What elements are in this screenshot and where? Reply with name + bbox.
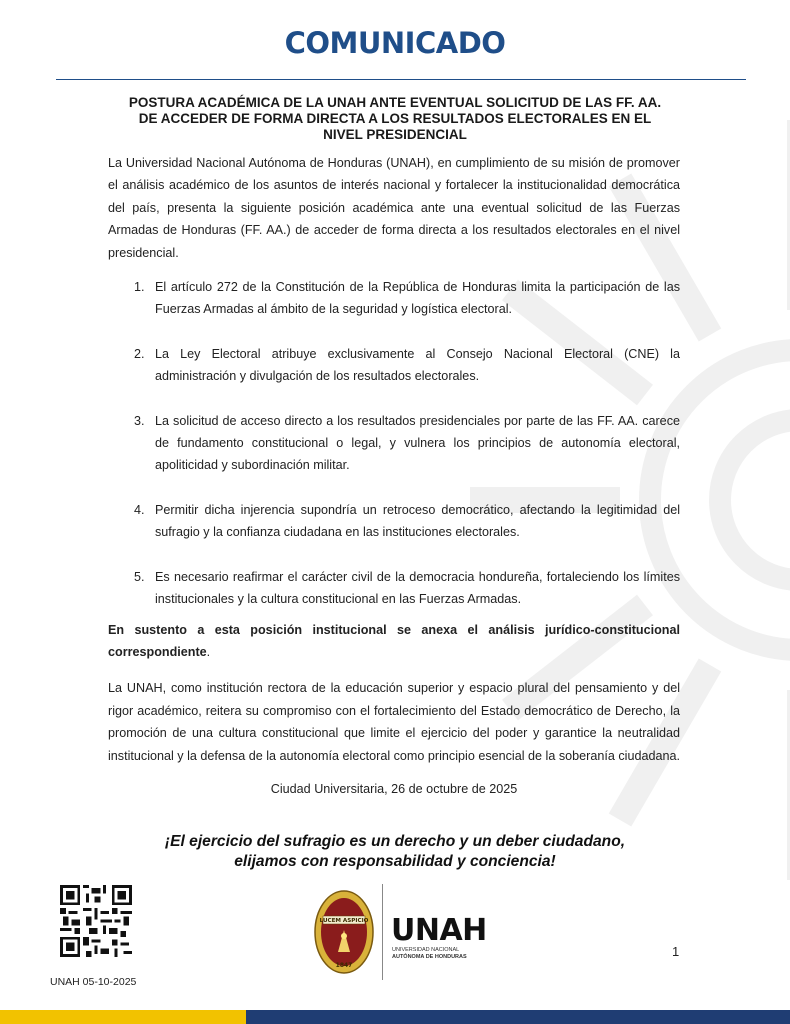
page-number: 1 — [672, 944, 680, 959]
list-item-text: La solicitud de acceso directo a los resultados presidenciales por parte de las FF. AA. carece de fundamento constitucional o legal, y vulnera los principios de autonomía electoral, apoliticidad y subordinación militar. — [155, 413, 680, 473]
slogan-line: elijamos con responsabilidad y conciencia! — [234, 853, 556, 870]
heading-line: POSTURA ACADÉMICA DE LA UNAH ANTE EVENTUAL SOLICITUD DE LAS FF. AA. — [128, 95, 662, 110]
heading-line: DE ACCEDER DE FORMA DIRECTA A LOS RESULTADOS ELECTORALES EN EL — [138, 111, 652, 126]
reference-code: UNAH 05-10-2025 — [50, 976, 137, 988]
slogan-line: ¡El ejercicio del sufragio es un derecho y un deber ciudadano, — [164, 833, 626, 850]
list-item-text: Permitir dicha injerencia supondría un retroceso democrático, afectando la legitimidad del sufragio y la confianza ciudadana en las instituciones electorales. — [155, 502, 680, 540]
unah-logo-subtitle: AUTÓNOMA DE HONDURAS — [392, 954, 467, 960]
footer-bar-yellow — [0, 1010, 246, 1024]
list-item-text: La Ley Electoral atribuye exclusivamente al Consejo Nacional Electoral (CNE) la administración y divulgación de los resultados electorales. — [155, 346, 680, 384]
list-item-number: 5. — [134, 569, 145, 584]
support-statement-text: En sustento a esta posición institucional se anexa el análisis jurídico-constitucional correspondiente — [108, 622, 680, 659]
slogan — [100, 832, 690, 872]
list-item-number: 2. — [134, 346, 145, 361]
page-title: COMUNICADO — [284, 26, 506, 60]
list-item — [108, 343, 680, 388]
date-line: Ciudad Universitaria, 26 de octubre de 2025 — [270, 781, 518, 796]
unah-seal-icon — [314, 890, 374, 974]
list-item — [108, 276, 680, 321]
support-statement — [108, 619, 680, 664]
list-item — [108, 566, 680, 611]
document-body — [108, 152, 680, 799]
list-item — [108, 499, 680, 544]
support-statement-period: . — [206, 644, 211, 659]
heading-line: NIVEL PRESIDENCIAL — [323, 127, 467, 142]
list-item-number: 1. — [134, 280, 145, 295]
header-divider — [56, 79, 746, 80]
document-heading — [100, 95, 690, 143]
list-item-text: Es necesario reafirmar el carácter civil de la democracia hondureña, fortaleciendo los límites institucionales y la cultura constitucional en las Fuerzas Armadas. — [155, 569, 680, 607]
qr-code-icon — [60, 885, 132, 957]
list-item-text: El artículo 272 de la Constitución de la República de Honduras limita la participación de las Fuerzas Armadas al ámbito de la seguridad y logística electoral. — [155, 280, 680, 317]
list-item-number: 4. — [134, 502, 145, 517]
list-item — [108, 410, 680, 477]
closing-paragraph: La UNAH, como institución rectora de la educación superior y espacio plural del pensamiento y del rigor académico, reitera su compromiso con el fortalecimiento del Estado democrático de Derecho, la promoción de una cultura constitucional que limite el ejercicio del poder y garantice la neutralidad institucional y la defensa de la autonomía electoral como principio esencial de la soberanía ciudadana. — [108, 681, 680, 763]
list-item-number: 3. — [134, 413, 145, 428]
unah-logo-subtitle: UNIVERSIDAD NACIONAL — [392, 947, 460, 953]
seal-banner-text: LUCEM ASPICIO — [319, 918, 369, 924]
points-list — [108, 276, 680, 610]
seal-year-text: 1847 — [335, 962, 353, 969]
unah-logo-wordmark: UNAH — [391, 913, 487, 948]
intro-paragraph: La Universidad Nacional Autónoma de Honduras (UNAH), en cumplimiento de su misión de promover el análisis académico de los asuntos de interés nacional y fortalecer la institucionalidad democrática del país, presenta la siguiente posición académica ante una eventual solicitud de las Fuerzas Armadas de Honduras (FF. AA.) de acceder de forma directa a los resultados electorales en el nivel presidencial. — [108, 156, 680, 260]
footer-bar-navy — [246, 1010, 790, 1024]
logo-divider — [382, 884, 383, 980]
